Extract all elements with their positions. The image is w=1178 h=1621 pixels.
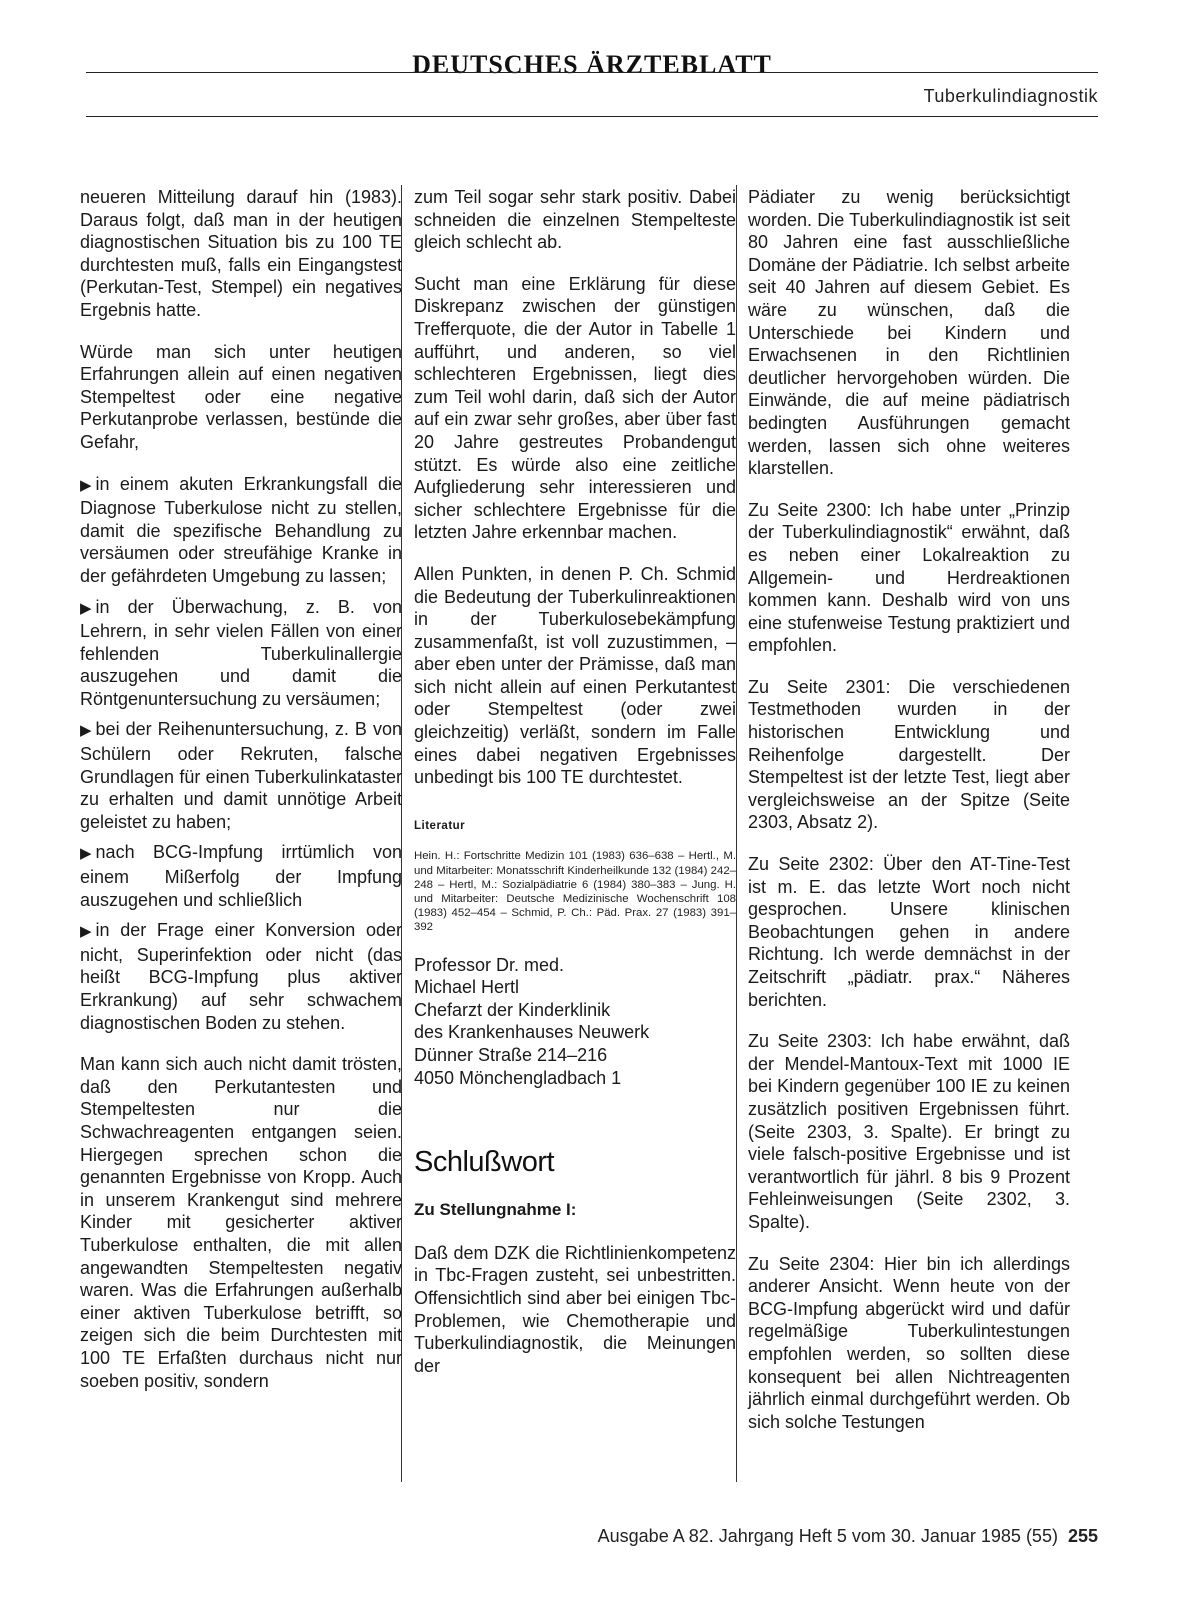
list-item	[80, 919, 402, 1034]
paragraph: Zu Seite 2300: Ich habe unter „Prinzip der Tuberkulindiagnostik“ erwähnt, daß es neben einer Lokalreaktion zu Allgemein- und Herdreaktionen kommen kann. Deshalb wird von uns eine stufenweise Testung praktiziert und empfohlen.	[748, 499, 1070, 656]
address-line: Dünner Straße 214–216	[414, 1045, 608, 1066]
list-item	[80, 596, 402, 711]
subheading: Zu Stellungnahme I:	[414, 1200, 577, 1220]
list-item	[80, 841, 402, 911]
masthead-rule	[86, 72, 1098, 73]
journal-masthead: DEUTSCHES ÄRZTEBLATT	[412, 50, 772, 79]
column-2	[414, 186, 736, 1396]
triangle-bullet-icon: ▶	[80, 923, 92, 941]
paragraph: Zu Seite 2302: Über den AT-Tine-Test ist m. E. das letzte Wort noch nicht gesprochen. Unsere klinischen Beobachtungen gehen in andere Richtung. Ich werde demnächst in der Zeitschrift „pädiatr. prax.“ Näheres berichten.	[748, 854, 1070, 1010]
paragraph: Zu Seite 2303: Ich habe erwähnt, daß der Mendel-Mantoux-Text mit 1000 IE bei Kindern gegenüber 100 IE zu keinen zusätzlich positiven Ergebnissen führt. (Seite 2303, 3. Spalte). Er bringt zu viele falsch-positive Ergebnisse und ist verantwortlich für jährl. 8 bis 9 Prozent Fehleinweisungen (Seite 2302, 3. Spalte).	[748, 1031, 1070, 1232]
section-label: Tuberkulindiagnostik	[923, 86, 1098, 106]
paragraph: Würde man sich unter heutigen Erfahrungen allein auf einen negativen Stempeltest oder eine negative Perkutanprobe verlassen, bestünde die Gefahr,	[80, 341, 402, 452]
column-3	[748, 186, 1070, 1452]
paragraph: zum Teil sogar sehr stark positiv. Dabei schneiden die einzelnen Stempelteste gleich schlecht ab.	[414, 187, 736, 253]
paragraph: Man kann sich auch nicht damit trösten, daß den Perkutantesten und Stempeltesten nur die Schwachreagenten entgangen seien. Hiergegen sprechen schon die genannten Ergebnisse von Kropp. Auch in unserem Krankengut sind mehrere Kinder mit gesicherter aktiver Tuberkulose enthalten, die mit allen angewandten Stempeltesten negativ waren. Was die Erfahrungen außerhalb einer aktiven Tuberkulose betrifft, so zeigen sich die beim Durchtesten mit 100 TE Erfaßten durchaus nicht nur soeben positiv, sondern	[80, 1054, 402, 1391]
triangle-bullet-icon: ▶	[80, 722, 92, 740]
address-line: Michael Hertl	[414, 977, 520, 998]
paragraph: Zu Seite 2301: Die verschiedenen Testmethoden wurden in der historischen Entwicklung und Reihenfolge dargestellt. Der Stempeltest ist der letzte Test, liegt aber vergleichsweise an der Spitze (Seite 2303, Absatz 2).	[748, 676, 1070, 833]
address-line: des Krankenhauses Neuwerk	[414, 1022, 650, 1043]
page-footer	[598, 1526, 1098, 1547]
section-heading: Schlußwort	[414, 1146, 555, 1179]
issue-info: Ausgabe A 82. Jahrgang Heft 5 vom 30. Januar 1985 (55)	[597, 1526, 1058, 1546]
page-number: 255	[1067, 1526, 1098, 1546]
triangle-bullet-icon: ▶	[80, 476, 92, 494]
list-item-text: nach BCG-Impfung irrtümlich von einem Mißerfolg der Impfung auszugehen und schließlich	[80, 842, 402, 910]
column-1	[80, 186, 402, 1411]
address-line: Chefarzt der Kinderklinik	[414, 999, 611, 1020]
column-divider-right	[736, 185, 737, 1482]
paragraph: Daß dem DZK die Richtlinienkompetenz in Tbc-Fragen zusteht, sei unbestritten. Offensichtlich sind aber bei einigen Tbc-Problemen, wie Chemotherapie und Tuberkulindiagnostik, die Meinungen der	[414, 1242, 736, 1376]
paragraph: Zu Seite 2304: Hier bin ich allerdings anderer Ansicht. Wenn heute von der BCG-Impfung abgerückt wird und dafür regelmäßige Tuberkulintestungen empfohlen werden, so sollten diese konsequent bei allen Nichtreagenten jährlich einmal durchgeführt werden. Ob sich solche Testungen	[748, 1253, 1070, 1432]
list-item	[80, 473, 402, 588]
literature-references: Hein. H.: Fortschritte Medizin 101 (1983) 636–638 – Hertl., M. und Mitarbeiter: Monatsschrift Kinderheilkunde 132 (1984) 242–248 – Hertl, M.: Sozialpädiatrie 6 (1984) 380–383 – Jung. H. und Mitarbeiter: Deutsche Medizinische Wochenschrift 108 (1983) 452–454 – Schmid, P. Ch.: Päd. Prax. 27 (1983) 391–392	[414, 850, 736, 934]
paragraph: Sucht man eine Erklärung für diese Diskrepanz zwischen der günstigen Trefferquote, die der Autor in Tabelle 1 aufführt, und anderen, so viel schlechteren Ergebnissen, liegt dies zum Teil wohl darin, daß sich der Autor auf ein zwar sehr großes, aber über fast 20 Jahre gestreutes Probandengut stützt. Es würde also eine zeitliche Aufgliederung sehr interessieren und sicher schlechtere Ergebnisse für die letzten Jahre erkennbar machen.	[414, 273, 736, 543]
list-item-text: bei der Reihenuntersuchung, z. B von Schülern oder Rekruten, falsche Grundlagen für einen Tuberkulinkataster zu erhalten und damit unnötige Arbeit geleistet zu haben;	[80, 719, 402, 832]
list-item-text: in einem akuten Erkrankungsfall die Diagnose Tuberkulose nicht zu stellen, damit die spezifische Behandlung zu versäumen oder streufähige Kranke in der gefährdeten Umgebung zu lassen;	[80, 473, 402, 586]
address-line: 4050 Mönchengladbach 1	[414, 1067, 622, 1088]
header-rule	[86, 116, 1098, 117]
author-address	[414, 954, 736, 1090]
literature-heading: Literatur	[414, 819, 466, 832]
list-item-text: in der Überwachung, z. B. von Lehrern, in sehr vielen Fällen von einer fehlenden Tuberkulinallergie auszugehen und damit die Röntgenuntersuchung zu versäumen;	[80, 596, 402, 709]
list-item-text: in der Frage einer Konversion oder nicht, Superinfektion oder nicht (das heißt BCG-Impfung plus aktiver Erkrankung) auf sehr schwachem diagnostischen Boden zu stehen.	[80, 920, 402, 1033]
paragraph: Pädiater zu wenig berücksichtigt worden. Die Tuberkulindiagnostik ist seit 80 Jahren eine fast ausschließliche Domäne der Pädiatrie. Ich selbst arbeite seit 40 Jahren auf diesem Gebiet. Es wäre zu wünschen, daß die Unterschiede bei Kindern und Erwachsenen in den Richtlinien deutlicher hervorgehoben würden. Die Einwände, die auf meine pädiatrisch bedingten Ausführungen gemacht werden, lassen sich ohne weiteres klarstellen.	[748, 187, 1070, 479]
paragraph: neueren Mitteilung darauf hin (1983). Daraus folgt, daß man in der heutigen diagnostischen Situation bis zu 100 TE durchtesten muß, falls ein Eingangstest (Perkutan-Test, Stempel) ein negatives Ergebnis hatte.	[80, 187, 402, 320]
list-item	[80, 718, 402, 833]
paragraph: Allen Punkten, in denen P. Ch. Schmid die Bedeutung der Tuberkulinreaktionen in der Tuberkulosebekämpfung zusammenfaßt, ist voll zuzustimmen, – aber eben unter der Prämisse, daß man sich nicht allein auf einen Perkutantest oder Stempeltest (oder zwei gleichzeitig) verläßt, sondern im Falle eines dabei negativen Ergebnisses unbedingt bis 100 TE durchtestet.	[414, 563, 736, 788]
triangle-bullet-icon: ▶	[80, 845, 92, 863]
triangle-bullet-icon: ▶	[80, 599, 92, 617]
address-line: Professor Dr. med.	[414, 954, 565, 975]
